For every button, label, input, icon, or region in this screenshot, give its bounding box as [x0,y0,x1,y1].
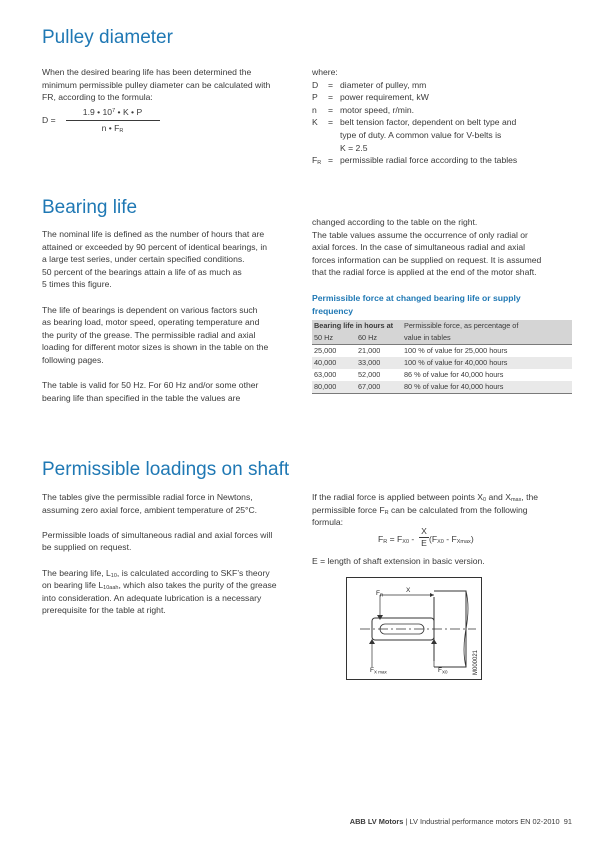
text-line: a large test series, under certain specified conditions. [42,254,245,265]
table-head-pct-2: value in tables [402,332,572,345]
text-line: prerequisite for the table at right. [42,605,166,616]
text-line: The table values assume the occurrence of only radial or [312,229,528,240]
def-eq: = [328,117,334,128]
force-table-title [312,292,574,317]
table-cell: 86 % of value for 40,000 hours [404,370,504,379]
formula-num-exp: 7 [112,108,116,114]
text-line: 5 times this figure. [42,279,112,290]
x-label: X [406,587,411,594]
eq-frac-num: X [421,526,427,536]
table-cell: 100 % of value for 40,000 hours [402,357,572,369]
table-cell: 100 % of value for 25,000 hours [404,346,508,355]
formula-den-a: n • F [101,123,120,133]
text-line: The table is valid for 50 Hz. For 60 Hz and/or some other [42,380,259,391]
force-table [312,320,572,394]
text-sub: max [510,497,522,503]
eq-part: = F [387,534,403,544]
table-row [312,381,572,394]
section-title-pulley-diameter: Pulley diameter [42,27,173,48]
text-part: The bearing life, L [42,567,111,578]
table-cell: 52,000 [358,370,381,379]
table-cell: 63,000 [314,370,337,379]
pulley-intro [42,66,304,104]
eq-frac-den: E [421,538,427,548]
def-row [312,154,562,167]
text-line: bearing life than specified in the table the values are [42,392,241,403]
table-cell: 21,000 [358,346,381,355]
text-line: 50 percent of the bearings attain a life of as much as [42,266,242,277]
shaft-right-text [312,491,574,529]
def-symbol [312,154,321,167]
text-line: The nominal life is defined as the number of hours that are [42,229,265,239]
formula-lhs: D = [42,115,56,125]
formula-den-sub: R [119,128,124,134]
footer-brand: ABB LV Motors [349,817,404,826]
text-part: permissible force F [312,504,385,515]
def-text: K = 2.5 [340,142,368,153]
def-text: permissible radial force according to the tables [340,155,518,166]
text-part: , which also takes the purity of the grease [118,580,277,591]
def-symbol: D [312,79,319,90]
text-line: the purity of the grease. The permissible radial and axial [42,329,256,340]
text-line: into consideration. An adequate lubrication is a necessary [42,592,262,603]
table-cell: 40,000 [312,357,356,369]
table-cell: 25,000 [314,346,337,355]
eq-part: - F [443,534,457,544]
text-line: Permissible loads of simultaneous radial and axial forces will [42,529,273,540]
text-line: When the desired bearing life has been determined the [42,67,252,77]
formula-num-b: • K • P [115,107,143,117]
page-footer [340,817,572,827]
text-part: , the [521,492,539,502]
text-sub: 10 [110,572,117,579]
text-line: forces information can be supplied on request. It is assumed [312,254,542,265]
text-line: formula: [312,517,344,528]
text-line [42,567,304,580]
eq-lhs [378,533,414,546]
text-part: on bearing life L [42,580,104,591]
text-part: , is calculated according to SKF’s theory [116,567,270,578]
table-row [312,369,572,381]
fr-label: $F_R$ [376,590,384,598]
eq-sub: Xmax [456,539,471,545]
section-title-shaft-loadings: Permissible loadings on shaft [42,459,290,480]
def-symbol-sub: R [317,160,322,167]
def-eq: = [328,79,334,90]
table-cell: 80,000 [312,381,356,394]
table-row [312,357,572,369]
text-line: that the radial force is applied at the end of the motor shaft. [312,267,537,278]
def-symbol: n [312,104,317,115]
e-definition: E = length of shaft extension in basic version. [312,556,485,566]
where-label: where: [312,67,338,77]
text-line: axial forces. In the case of simultaneous radial and axial [312,242,526,253]
def-text: diameter of pulley, mm [340,79,427,90]
bearing-left-text [42,228,304,404]
text-sub: 0 [483,497,487,503]
def-eq: = [328,155,334,166]
shaft-diagram [346,577,482,680]
text-part: If the radial force is applied between points X [312,492,484,502]
text-part: and X [486,492,511,502]
def-symbol: K [312,117,318,128]
footer-text: LV Industrial performance motors EN 02-2010 [409,817,560,826]
formula-fraction-bar [66,120,160,121]
table-row [312,345,572,358]
text-line: minimum permissible pulley diameter can be calculated with [42,79,271,90]
def-text: motor speed, r/min. [340,104,415,115]
text-line: as bearing load, motor speed, operating temperature and [42,317,260,328]
text-line: The life of bearings is dependent on various factors such [42,304,258,315]
fx0-label: $F_{X0}$ [438,667,448,675]
text-sub: 10aah [103,585,119,592]
def-eq: = [328,104,334,115]
def-symbol-base: F [312,155,318,166]
def-row [312,79,562,92]
table-cell: 67,000 [356,381,402,394]
table-head-group: Bearing life in hours at [312,320,402,332]
text-line [312,504,574,517]
eq-part: F [378,534,384,544]
shaft-left-text [42,491,304,617]
def-row-cont [312,129,562,142]
def-row-cont [312,142,562,155]
formula-numerator [75,106,150,119]
text-line: changed according to the table on the right. [312,217,478,227]
text-line: loading for different motor sizes is shown in the table on the [42,342,269,353]
def-symbol: P [312,92,318,103]
formula-num-a: 1.9 • 10 [82,107,113,117]
def-eq: = [328,92,334,103]
def-row [312,104,562,117]
eq-sub: R [383,539,388,545]
eq-part: ) [470,534,474,544]
def-text: belt tension factor, dependent on belt type and [340,117,517,128]
section-title-bearing-life: Bearing life [42,197,138,218]
text-line: following pages. [42,354,104,365]
table-cell: 80 % of value for 40,000 hours [402,381,572,394]
table-head-50hz: 50 Hz [312,332,356,345]
text-line [42,579,304,592]
table-cell: 33,000 [356,357,402,369]
text-line [312,491,574,504]
eq-sub: X0 [402,539,410,545]
text-line: FR, according to the formula: [42,92,153,103]
def-text: type of duty. A common value for V-belts is [340,129,502,140]
text-line: Permissible force at changed bearing life or supply [312,293,521,303]
text-part: can be calculated from the following [388,504,528,515]
table-header-row [312,332,572,345]
text-line: The tables give the permissible radial force in Newtons, [42,492,253,502]
text-sub: R [384,509,389,516]
def-row [312,116,562,129]
eq-part: - [409,534,415,544]
table-header-row [312,320,572,332]
page-number: 91 [563,817,572,826]
bearing-right-text [312,216,574,279]
figure-code: M000021 [473,649,479,675]
def-row [312,91,562,104]
text-line: be supplied on request. [42,542,132,553]
fxmax-label: $F_{X max}$ [370,667,387,675]
eq-sub: X0 [437,539,444,545]
def-text: power requirement, kW [340,92,429,103]
formula-denominator [75,122,150,135]
table-head-pct-1: Permissible force, as percentage of [402,320,572,332]
text-line: attained or exceeded by 90 percent of identical bearings, in [42,241,268,252]
footer-separator: | [403,817,410,826]
text-line: assuming zero axial force, ambient temperature of 25°C. [42,504,258,515]
table-head-60hz: 60 Hz [356,332,402,345]
eq-part: (F [429,534,438,544]
pulley-where-list [312,66,562,167]
eq-paren [429,533,474,546]
text-line: frequency [312,305,354,316]
